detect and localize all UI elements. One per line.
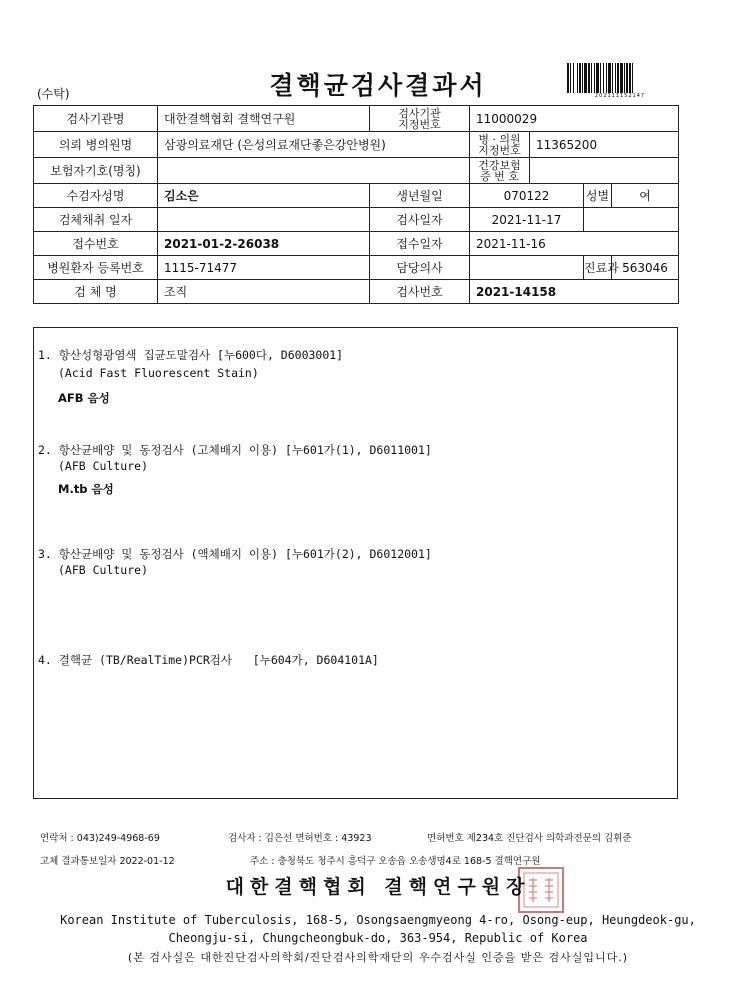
registration-number-value: 1115-71477 (158, 256, 370, 280)
test1-title: 1. 항산성형광염색 집균도말검사 [누600다, D6003001] (38, 348, 344, 362)
table-row (34, 256, 679, 280)
test4-title: 4. 결핵균 (TB/RealTime)PCR검사 [누604가, D604101A] (38, 653, 379, 667)
report-date: 고체 결과통보일자 2022-01-12 (40, 856, 175, 867)
institution-label: 검사기관명 (34, 106, 158, 132)
specimen-label: 검 체 명 (34, 280, 158, 304)
sex-value: 여 (612, 184, 679, 208)
empty-cell (584, 208, 679, 232)
collection-date-label: 검체채취 일자 (34, 208, 158, 232)
test2-result: M.tb 음성 (58, 482, 114, 496)
table-row (34, 280, 679, 304)
patient-name-value: 김소은 (158, 184, 370, 208)
hospital-code-value: 11365200 (530, 132, 679, 158)
test1-result: AFB 음성 (58, 391, 110, 405)
test1-subtitle: (Acid Fast Fluorescent Stain) (58, 366, 259, 380)
insurance-number-value (530, 158, 679, 184)
institution-code-label: 검사기관 지정번호 (370, 106, 470, 132)
department-value: 563046 (612, 256, 679, 280)
department-label: 진료과 (584, 256, 612, 280)
hospital-code-label: 병 · 의원 지정번호 (470, 132, 530, 158)
patient-name-label: 수검자성명 (34, 184, 158, 208)
referring-hospital-label: 의뢰 병의원명 (34, 132, 158, 158)
specimen-value: 조직 (158, 280, 370, 304)
test3-subtitle: (AFB Culture) (58, 563, 149, 577)
page-title: 결핵균검사결과서 (269, 71, 487, 100)
test3-title: 3. 항산균배양 및 동정검사 (액체배지 이용) [누601가(2), D6012001] (38, 547, 432, 561)
table-row (34, 232, 679, 256)
receipt-label: (수탁) (37, 87, 70, 101)
test2-subtitle: (AFB Culture) (58, 459, 149, 473)
table-row (34, 208, 679, 232)
birthdate-label: 생년월일 (370, 184, 470, 208)
barcode-number: 202111152147 (594, 93, 646, 99)
referring-hospital-value: 삼광의료재단 (은성의료재단좋은강안병원) (158, 132, 470, 158)
insurer-value (158, 158, 470, 184)
certification-note: (본 검사실은 대한진단검사의학회/진단검사의학재단의 우수검사실 인증을 받은 검사실입니다.) (127, 951, 629, 964)
doctor-label: 담당의사 (370, 256, 470, 280)
sex-label: 성별 (584, 184, 612, 208)
table-row (34, 158, 679, 184)
insurer-label: 보험자기호(명칭) (34, 158, 158, 184)
birthdate-value: 070122 (470, 184, 584, 208)
table-row (34, 106, 679, 132)
receipt-date-label: 접수일자 (370, 232, 470, 256)
institution-code-value: 11000029 (470, 106, 679, 132)
table-row (34, 132, 679, 158)
collection-date-value (158, 208, 370, 232)
english-address-line1: Korean Institute of Tuberculosis, 168-5, Osongsaengmyeong 4-ro, Osong-eup, Heungdeok-gu, (60, 913, 696, 927)
table-row (34, 184, 679, 208)
institute-director: 대한결핵협회 결핵연구원장 (225, 876, 531, 898)
registration-number-label: 병원환자 등록번호 (34, 256, 158, 280)
receipt-number-label: 접수번호 (34, 232, 158, 256)
insurance-number-label: 건강보험 증 번 호 (470, 158, 530, 184)
english-address-line2: Cheongju-si, Chungcheongbuk-do, 363-954, Republic of Korea (168, 931, 588, 945)
barcode-icon (566, 63, 674, 95)
contact-info: 연락처 : 043)249-4968-69 (40, 833, 160, 844)
test-number-value: 2021-14158 (470, 280, 679, 304)
address: 주소 : 충청북도 청주시 흥덕구 오송읍 오송생명4로 168-5 결핵연구원 (250, 856, 541, 867)
license-info: 면허번호 제234호 진단검사 의학과전문의 김휘준 (427, 833, 632, 844)
test-number-label: 검사번호 (370, 280, 470, 304)
examiner-info: 검사자 : 김은선 면허번호 : 43923 (228, 833, 372, 844)
test-date-value: 2021-11-17 (470, 208, 584, 232)
doctor-value (470, 256, 584, 280)
test2-title: 2. 항산균배양 및 동정검사 (고체배지 이용) [누601가(1), D6011001] (38, 443, 432, 457)
test-date-label: 검사일자 (370, 208, 470, 232)
results-box (33, 327, 678, 799)
receipt-date-value: 2021-11-16 (470, 232, 679, 256)
patient-info-table (33, 105, 679, 304)
receipt-number-value: 2021-01-2-26038 (158, 232, 370, 256)
institution-value: 대한결핵협회 결핵연구원 (158, 106, 370, 132)
